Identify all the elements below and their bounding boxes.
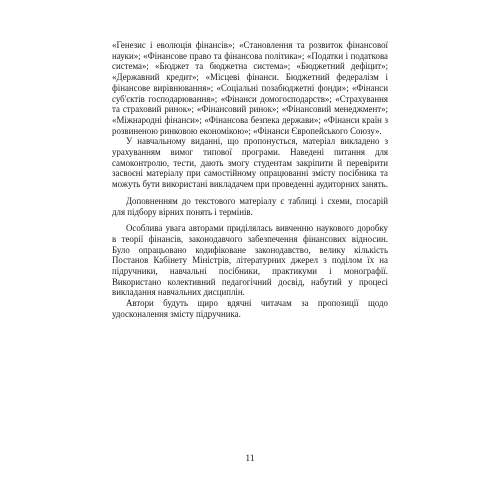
body-text <box>112 40 388 320</box>
page-number: 11 <box>245 454 255 464</box>
paragraph-thanks: Автори будуть щиро вдячні читачам за пропозиції щодо удосконалення змісту підручника. <box>112 298 388 319</box>
paragraph-supplements: Доповненням до текстового матеріалу є таблиці і схеми, глосарій для підбору вірних понять і термінів. <box>112 195 388 217</box>
paragraph-authors-focus: Особлива увага авторами приділялась вивченню наукового доробку в теорії фінансів, законодавчого забезпечення фінансових відносин. Було опрацьовано кодифіковане законодавство, велику кількість Постанов Кабінету Міністрів, літературних джерел з поділом їх на підручники, навчальні посібники, практикуми і монографії. Використано колективний педагогічний досвід, набутий у процесі викладання навчальних дисциплін. <box>112 223 388 298</box>
paragraph-program: У навчальному виданні, що пропонується, матеріал викладено з урахуванням вимог типової програми. Наведені питання для самоконтролю, тести, дають змогу студентам закріпити й перевірити засвоєні матеріалу при самостійному опрацюванні змісту посібника та можуть бути використані викладачем при проведенні аудиторних занять. <box>112 136 388 190</box>
topics-list-paragraph: «Генезис і еволюція фінансів»; «Становлення та розвиток фінансової науки»; «Фінансове право та фінансова політика»; «Податки і податкова система»; «Бюджет та бюджетна система»; «Бюджетний дефіцит»; «Державний кредит»; «Місцеві фінанси. Бюджетний федералізм і фінансове вирівнювання»; «Соціальні позабюджетні фонди»; «Фінанси суб'єктів господарювання»; «Фінанси домогосподарств»; «Страхування та страховий ринок»; «Фінансовий ринок»; «Фінансовий менеджмент»; «Міжнародні фінанси»; «Фінансова безпека держави»; «Фінанси країн з розвиненою ринковою економікою»; «Фінанси Європейського Союзу». <box>112 40 388 136</box>
